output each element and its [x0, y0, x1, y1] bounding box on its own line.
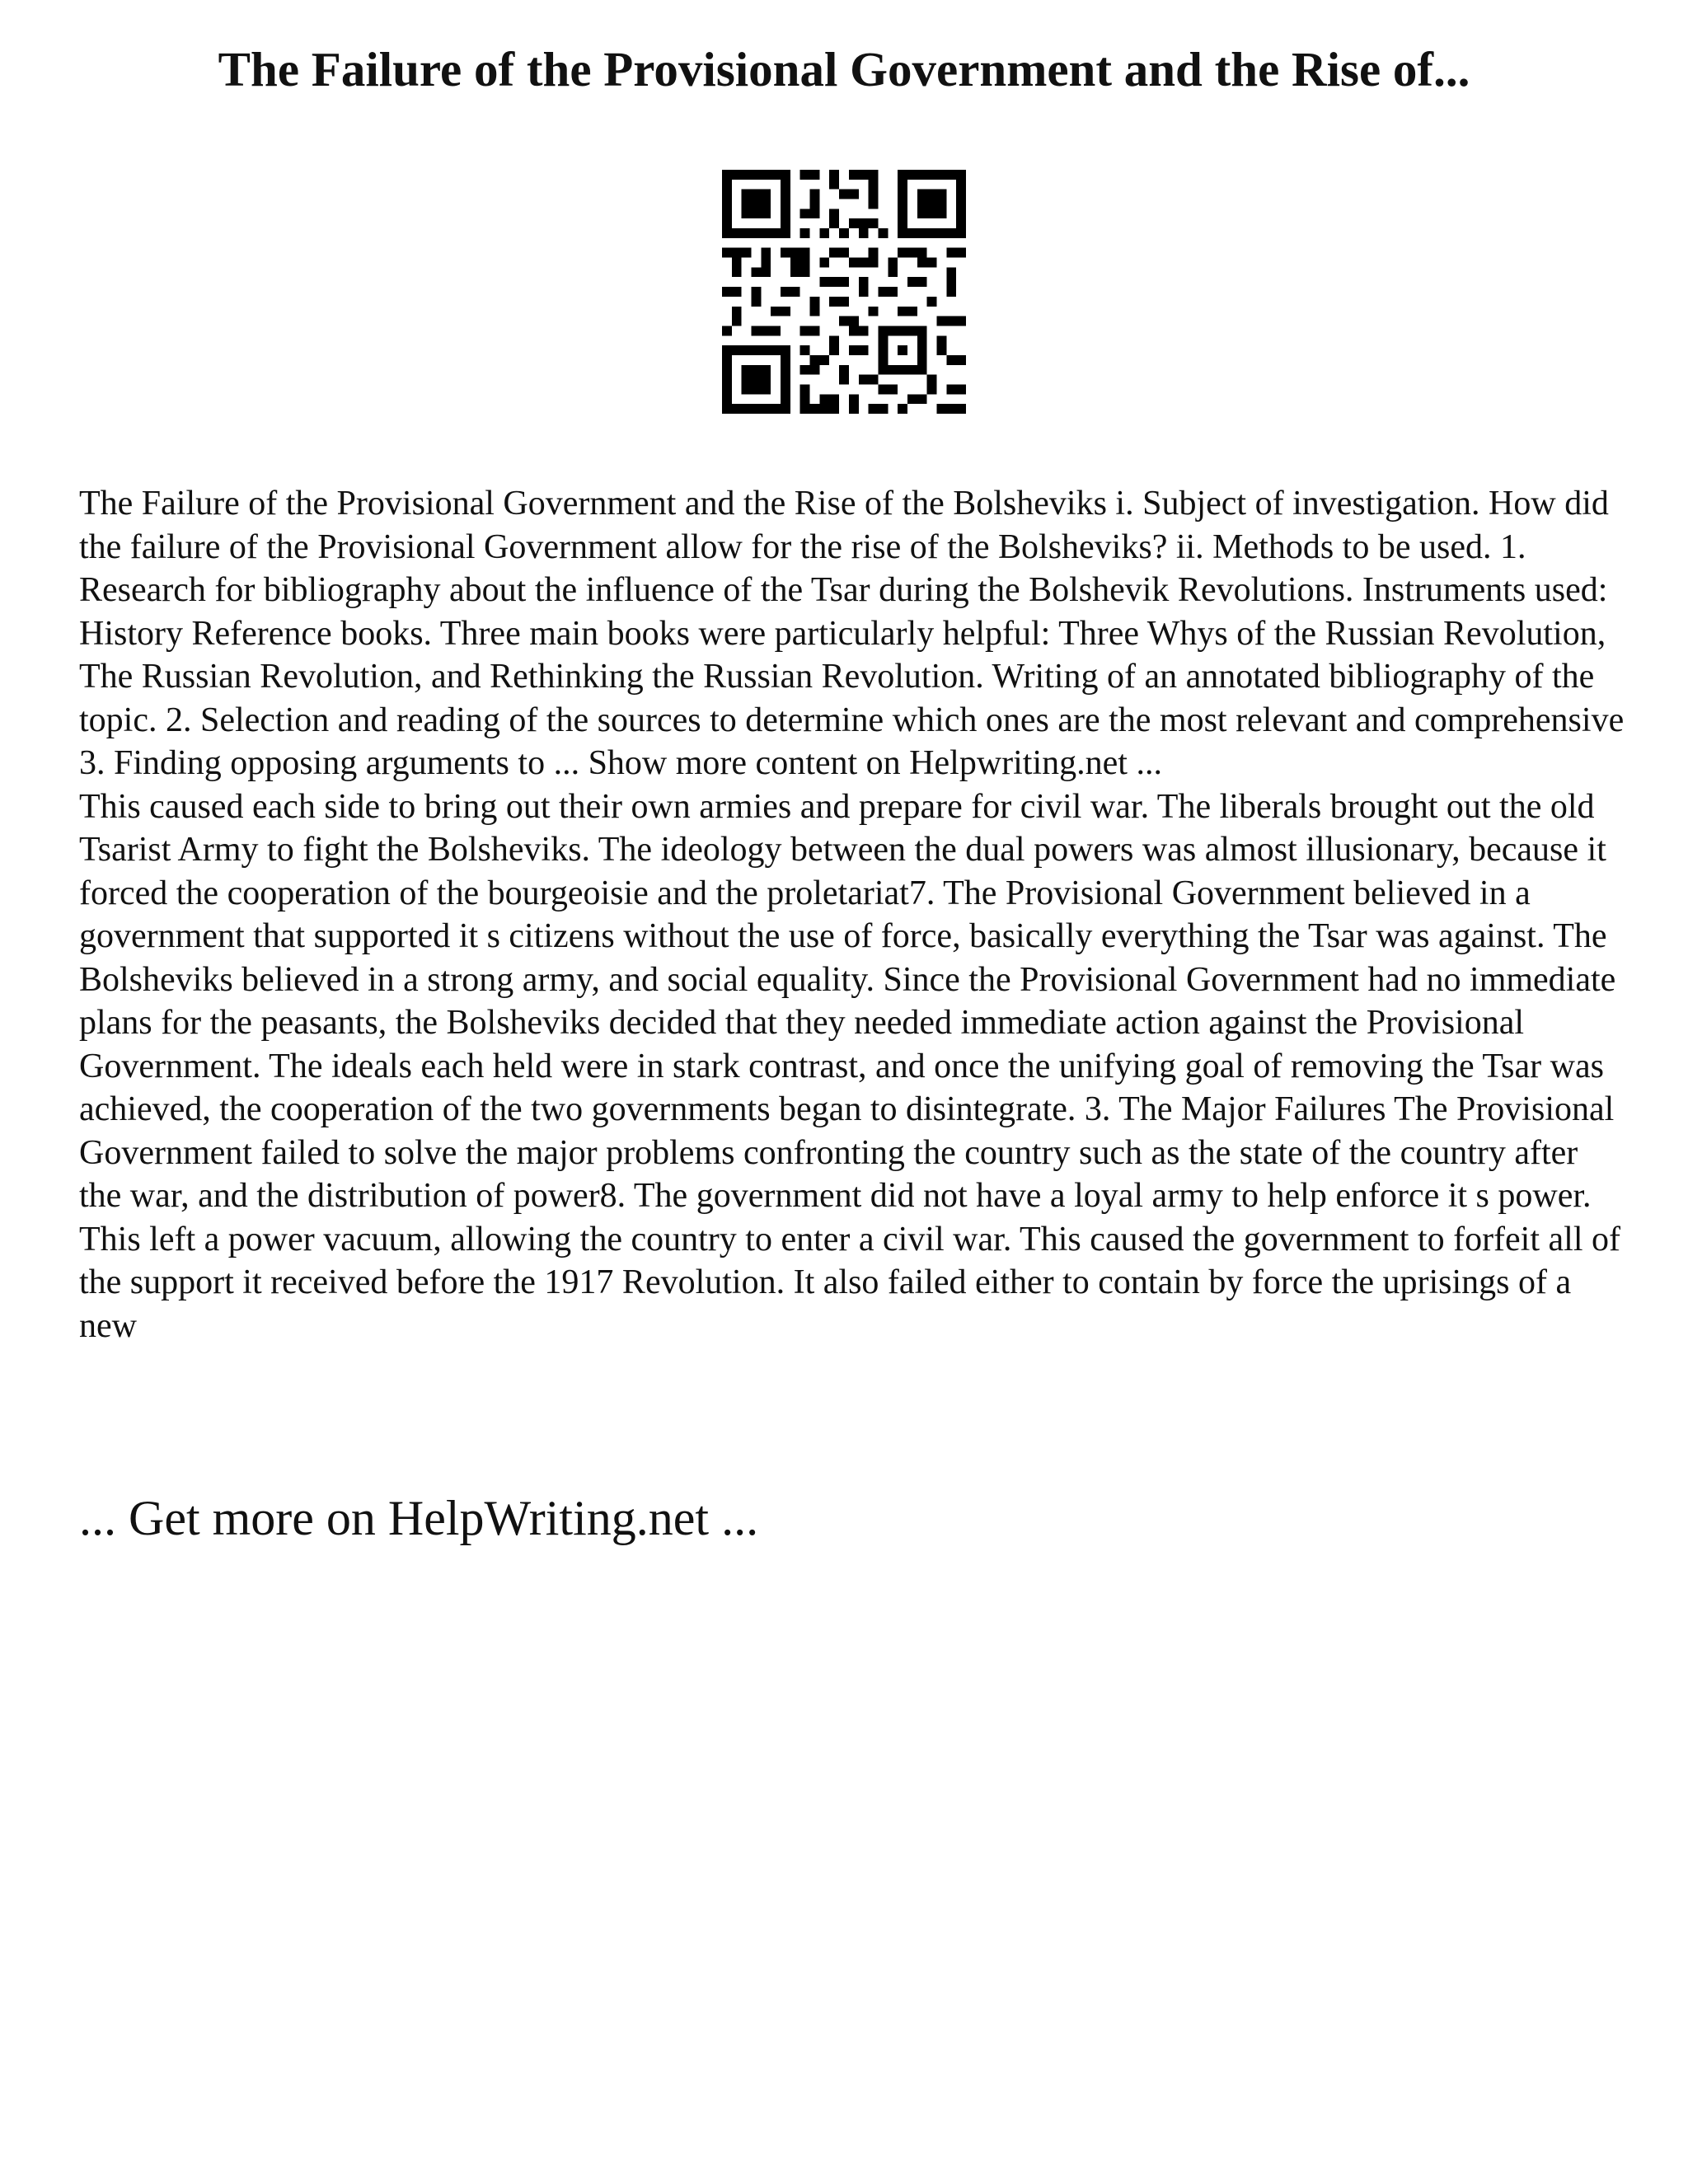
- paragraph-2: This caused each side to bring out their own armies and prepare for civil war. The liberals brought out the old Tsarist Army to fight the Bolsheviks. The ideology between the dual powers was almost illusionary, because it forced the cooperation of the bourgeoisie and the proletariat7. The Provisional Government believed in a government that supported it s citizens without the use of force, basically everything the Tsar was against. The Bolsheviks believed in a strong army, and social equality. Since the Provisional Government had no immediate plans for the peasants, the Bolsheviks decided that they needed immediate action against the Provisional Government. The ideals each held were in stark contrast, and once the unifying goal of removing the Tsar was achieved, the cooperation of the two governments began to disintegrate. 3. The Major Failures The Provisional Government failed to solve the major problems confronting the country such as the state of the country after the war, and the distribution of power8. The government did not have a loyal army to help enforce it s power. This left a power vacuum, allowing the country to enter a civil war. This caused the government to forfeit all of the support it received before the 1917 Revolution. It also failed either to contain by force the uprisings of a new: [79, 787, 1620, 1345]
- document-body: [79, 482, 1629, 1347]
- qr-code-icon[interactable]: [722, 170, 966, 414]
- get-more-link[interactable]: ... Get more on HelpWriting.net ...: [79, 1491, 759, 1545]
- paragraph-1: The Failure of the Provisional Government and the Rise of the Bolsheviks i. Subject of investigation. How did the failure of the Provisional Government allow for the rise of the Bolsheviks? ii. Methods to be used. 1. Research for bibliography about the influence of the Tsar during the Bolshevik Revolutions. Instruments used: History Reference books. Three main books were particularly helpful: Three Whys of the Russian Revolution, The Russian Revolution, and Rethinking the Russian Revolution. Writing of an annotated bibliography of the topic. 2. Selection and reading of the sources to determine which ones are the most relevant and comprehensive 3. Finding opposing arguments to ... Show more content on Helpwriting.net ...: [79, 485, 1625, 782]
- document-title: The Failure of the Provisional Government and the Rise of...: [218, 42, 1470, 96]
